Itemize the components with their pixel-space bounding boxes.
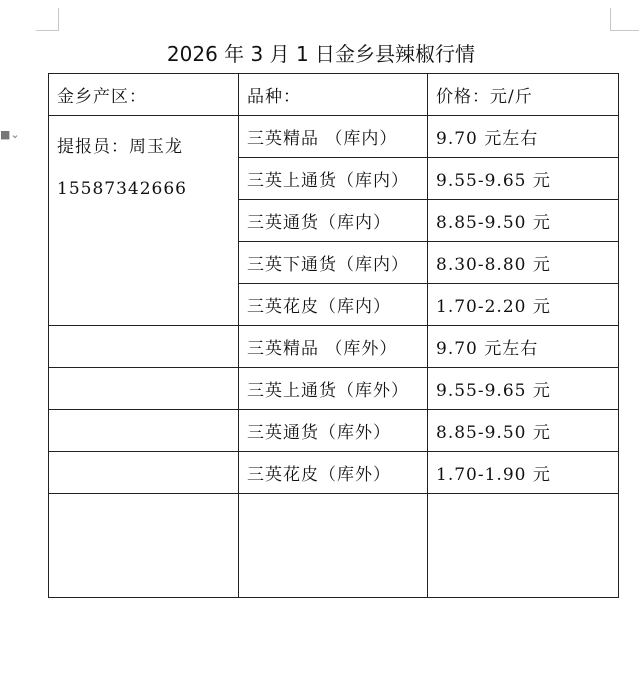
margin-dropdown-icon[interactable]: ■⌄ — [0, 128, 20, 141]
table-row — [49, 452, 619, 494]
table-header-row — [49, 74, 619, 116]
variety-cell: 三英上通货（库外） — [239, 368, 428, 410]
page-corner-mark-top-left — [36, 8, 59, 31]
price-table — [48, 73, 619, 598]
price-cell: 1.70-2.20 元 — [428, 284, 619, 326]
variety-cell: 三英精品 （库外） — [239, 326, 428, 368]
price-cell: 9.70 元左右 — [428, 326, 619, 368]
empty-cell — [49, 410, 239, 452]
empty-cell — [49, 494, 239, 598]
table-row — [49, 410, 619, 452]
empty-cell — [49, 368, 239, 410]
empty-cell — [428, 494, 619, 598]
area-header: 金乡产区： — [49, 74, 239, 116]
empty-cell — [49, 452, 239, 494]
price-cell: 8.85-9.50 元 — [428, 410, 619, 452]
price-cell: 9.55-9.65 元 — [428, 158, 619, 200]
table-row — [49, 116, 619, 158]
reporter-cell — [49, 116, 239, 326]
variety-cell: 三英通货（库外） — [239, 410, 428, 452]
variety-cell: 三英上通货（库内） — [239, 158, 428, 200]
page-title: 2026 年 3 月 1 日金乡县辣椒行情 — [166, 42, 476, 66]
table-row — [49, 368, 619, 410]
reporter-name: 提报员：周玉龙 — [57, 137, 183, 157]
table-row — [49, 326, 619, 368]
price-header: 价格：元/斤 — [428, 74, 619, 116]
price-cell: 9.55-9.65 元 — [428, 368, 619, 410]
price-cell: 1.70-1.90 元 — [428, 452, 619, 494]
variety-cell: 三英花皮（库内） — [239, 284, 428, 326]
empty-cell — [49, 326, 239, 368]
page-corner-mark-top-right — [610, 8, 639, 31]
variety-cell: 三英通货（库内） — [239, 200, 428, 242]
variety-cell: 三英精品 （库内） — [239, 116, 428, 158]
reporter-phone: 15587342666 — [57, 179, 187, 199]
variety-header: 品种： — [239, 74, 428, 116]
variety-cell: 三英花皮（库外） — [239, 452, 428, 494]
empty-cell — [239, 494, 428, 598]
price-cell: 9.70 元左右 — [428, 116, 619, 158]
price-cell: 8.30-8.80 元 — [428, 242, 619, 284]
variety-cell: 三英下通货（库内） — [239, 242, 428, 284]
price-cell: 8.85-9.50 元 — [428, 200, 619, 242]
table-row-empty — [49, 494, 619, 598]
